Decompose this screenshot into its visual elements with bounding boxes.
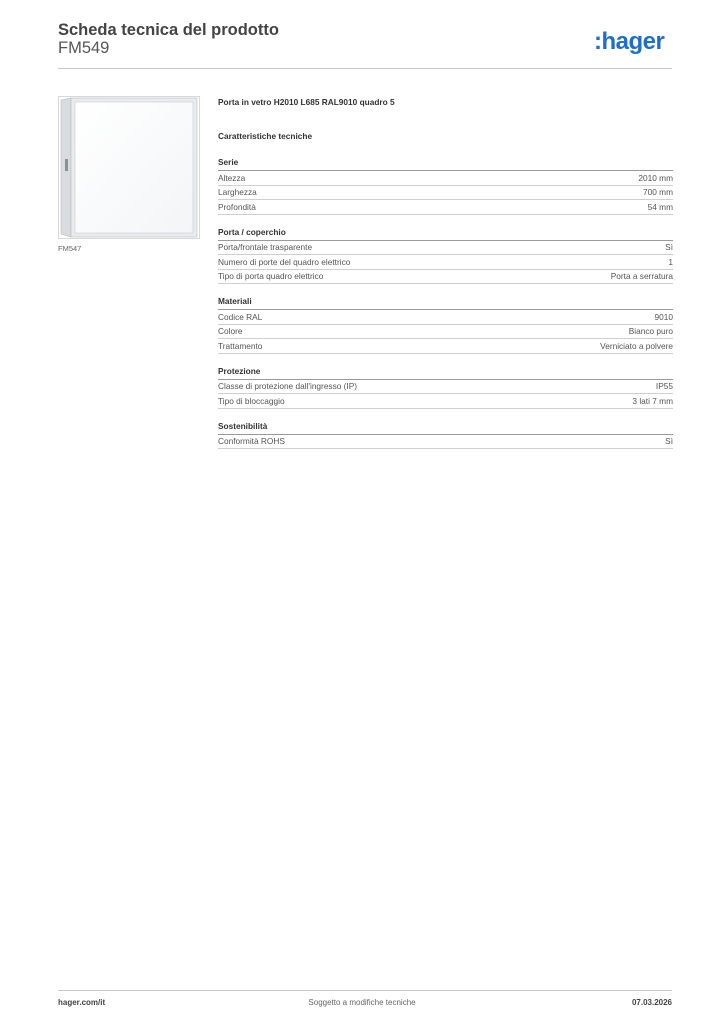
spec-row <box>218 171 673 186</box>
spec-group-title: Porta / coperchio <box>218 227 673 241</box>
spec-section <box>218 96 673 449</box>
header-divider <box>58 68 672 69</box>
spec-value: IP55 <box>655 381 673 392</box>
spec-row <box>218 380 673 395</box>
spec-label: Codice RAL <box>218 311 263 322</box>
spec-group <box>218 227 673 285</box>
spec-value: Porta a serratura <box>610 271 673 282</box>
spec-label: Numero di porte del quadro elettrico <box>218 256 351 267</box>
spec-label: Tipo di porta quadro elettrico <box>218 271 324 282</box>
product-image <box>58 96 200 239</box>
spec-row <box>218 241 673 256</box>
image-caption: FM547 <box>58 244 82 253</box>
spec-label: Trattamento <box>218 340 263 351</box>
document-title: Scheda tecnica del prodotto <box>58 21 279 39</box>
spec-label: Altezza <box>218 172 246 183</box>
spec-value: 9010 <box>654 311 673 322</box>
spec-row <box>218 325 673 340</box>
spec-label: Tipo di bloccaggio <box>218 395 285 406</box>
spec-label: Conformità ROHS <box>218 436 285 447</box>
spec-value: 2010 mm <box>638 172 673 183</box>
footer-date: 07.03.2026 <box>631 998 672 1007</box>
spec-group-title: Serie <box>218 157 673 171</box>
hager-logo-text: :hager <box>594 28 665 55</box>
spec-group-title: Protezione <box>218 366 673 380</box>
spec-groups <box>218 157 673 449</box>
spec-label: Colore <box>218 326 243 337</box>
spec-group-title: Materiali <box>218 296 673 310</box>
spec-row <box>218 435 673 450</box>
spec-value: Sì <box>665 242 673 253</box>
spec-row <box>218 255 673 270</box>
spec-value: Verniciato a polvere <box>600 340 673 351</box>
spec-label: Porta/frontale trasparente <box>218 242 313 253</box>
spec-group <box>218 366 673 409</box>
spec-value: 54 mm <box>647 201 673 212</box>
spec-label: Profondità <box>218 201 256 212</box>
spec-row <box>218 339 673 354</box>
door-handle-icon <box>65 159 68 171</box>
spec-row <box>218 270 673 285</box>
spec-value: 3 lati 7 mm <box>632 395 673 406</box>
product-code: FM549 <box>58 39 110 57</box>
footer-divider <box>58 990 672 991</box>
spec-row <box>218 200 673 215</box>
footer-website: hager.com/it <box>58 998 106 1007</box>
spec-label: Classe di protezione dall'ingresso (IP) <box>218 381 358 392</box>
spec-value: Sì <box>665 436 673 447</box>
spec-group <box>218 421 673 450</box>
tech-characteristics-heading: Caratteristiche tecniche <box>218 131 313 141</box>
hager-logo <box>594 28 672 56</box>
product-description: Porta in vetro H2010 L685 RAL9010 quadro 5 <box>218 97 395 107</box>
glass-door-illustration <box>59 97 199 238</box>
spec-row <box>218 394 673 409</box>
spec-value: 1 <box>668 256 673 267</box>
footer-note: Soggetto a modifiche tecniche <box>308 998 416 1007</box>
spec-group <box>218 296 673 354</box>
spec-value: Bianco puro <box>628 326 673 337</box>
spec-row <box>218 310 673 325</box>
spec-label: Larghezza <box>218 187 257 198</box>
spec-row <box>218 186 673 201</box>
spec-value: 700 mm <box>643 187 673 198</box>
spec-group-title: Sostenibilità <box>218 421 673 435</box>
spec-group <box>218 157 673 215</box>
